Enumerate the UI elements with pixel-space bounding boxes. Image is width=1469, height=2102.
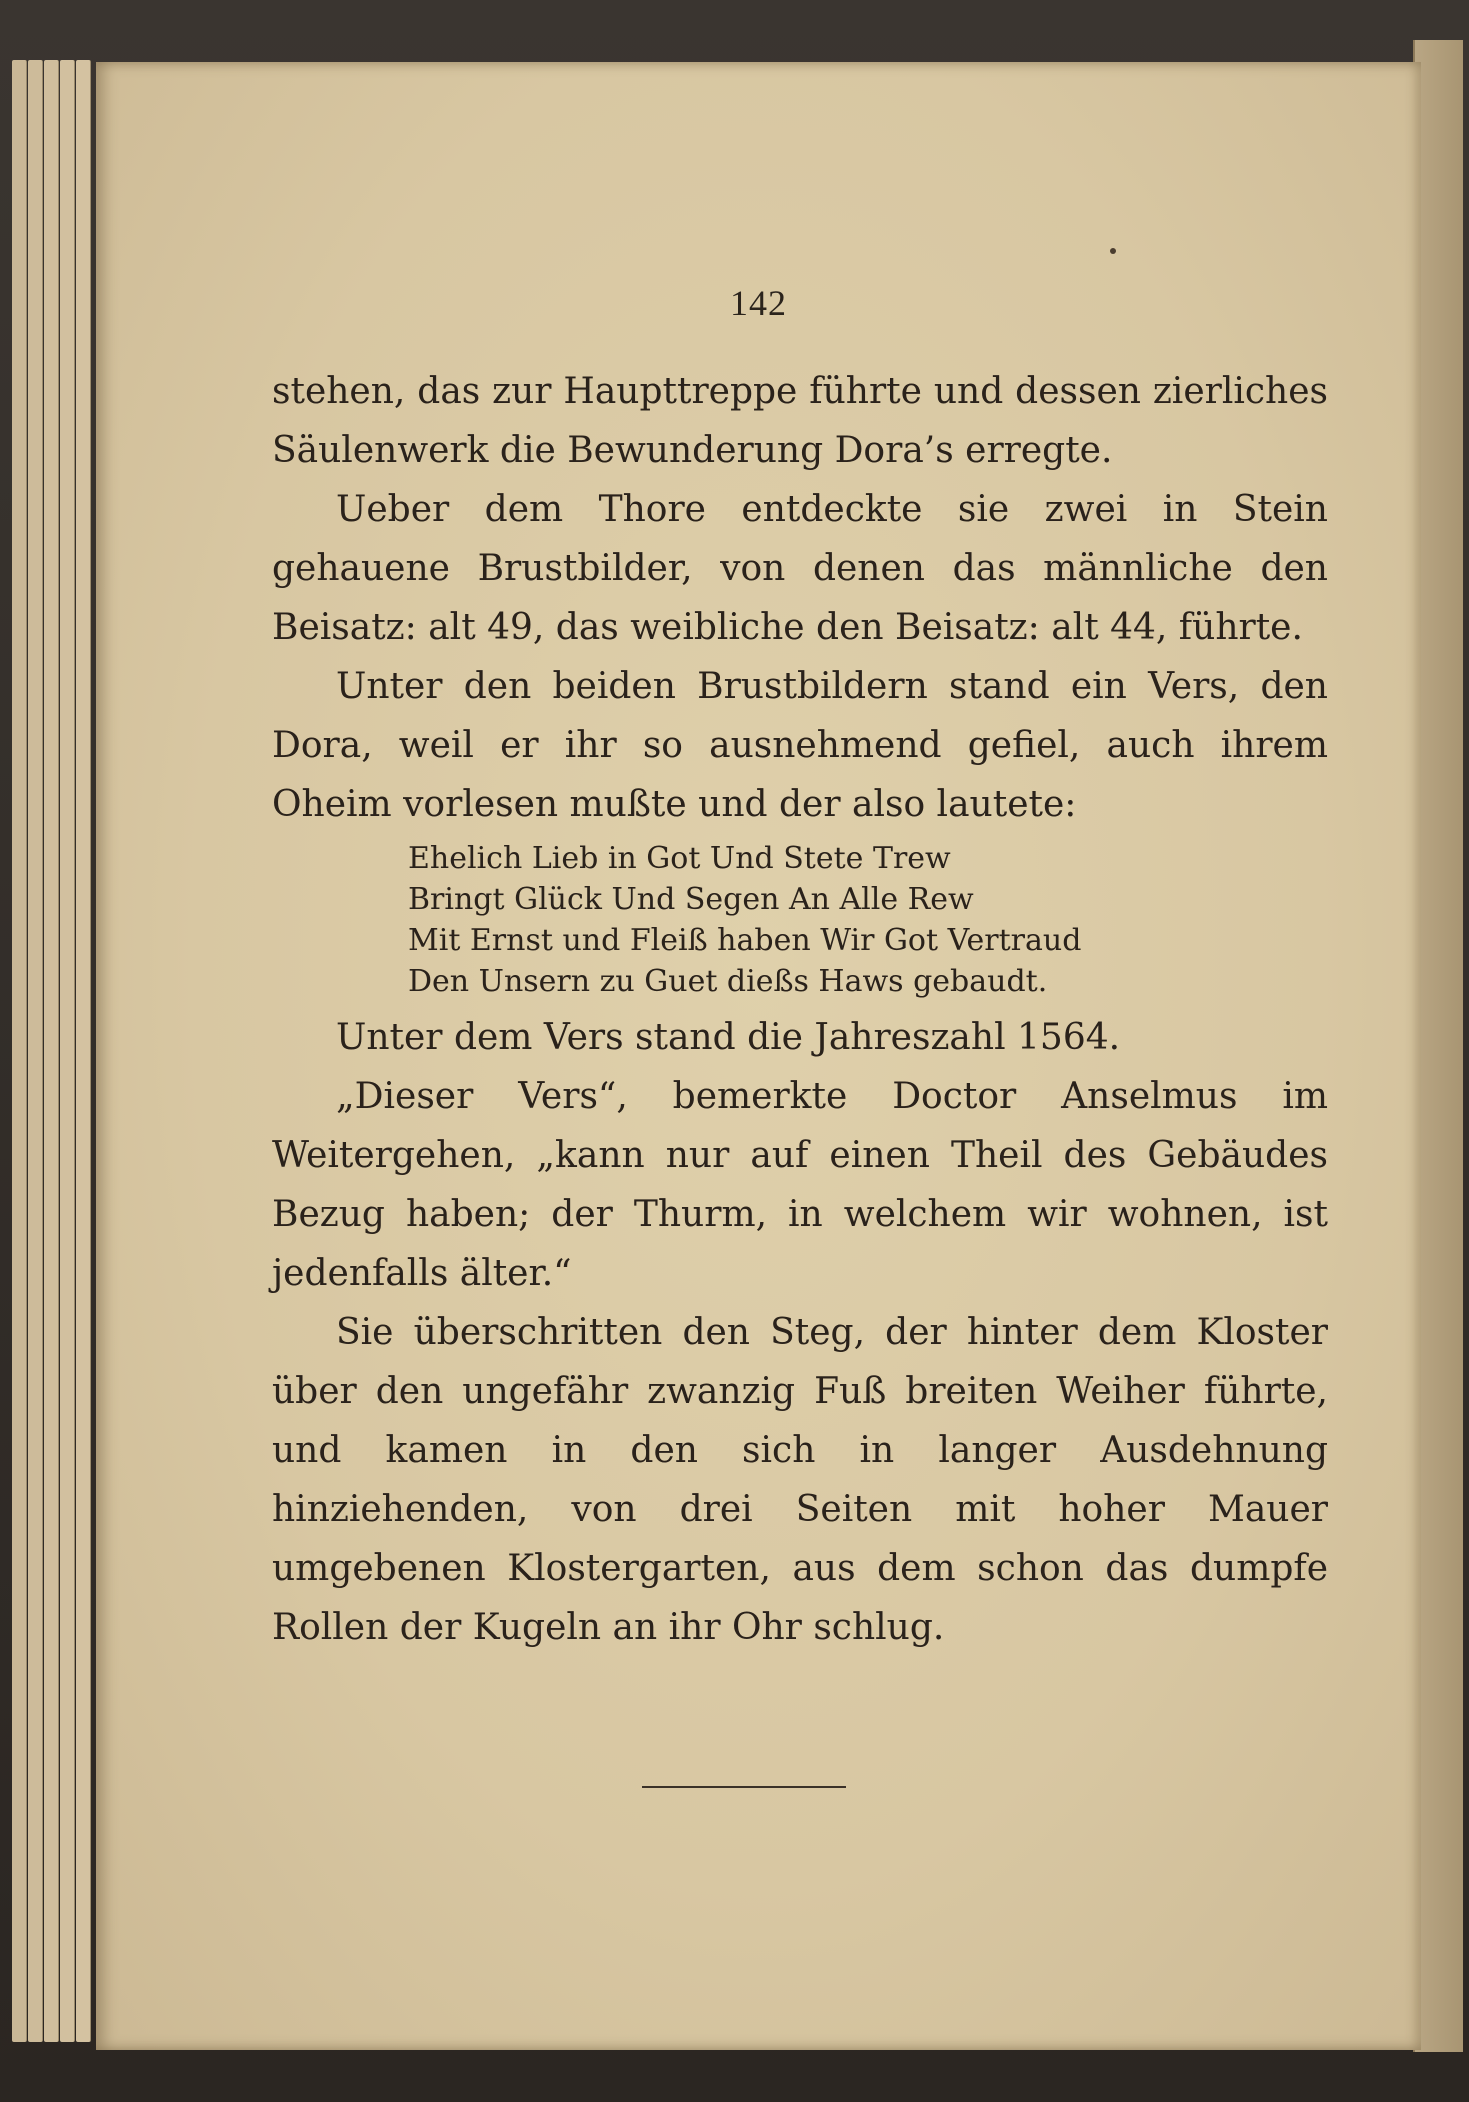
verse-line: Bringt Glück Und Segen An Alle Rew — [408, 882, 974, 917]
page-body — [272, 362, 1328, 1657]
ink-speck — [1110, 248, 1116, 254]
page-edge — [60, 60, 75, 2042]
paragraph-3: Unter den beiden Brustbildern stand ein Vers, den Dora, weil er ihr so ausnehmend gefiel, auch ihrem Oheim vorlesen mußte und der also lautete: — [272, 666, 1328, 825]
verse-line: Den Unsern zu Guet dießs Haws gebaudt. — [408, 964, 1048, 999]
page-edge — [44, 60, 59, 2042]
paragraph-1: stehen, das zur Haupttreppe führte und dessen zierliches Säulenwerk die Bewunderung Dora’s erregte. — [272, 371, 1328, 471]
paragraph-6: Sie überschritten den Steg, der hinter dem Kloster über den ungefähr zwanzig Fuß breiten Weiher führte, und kamen in den sich in langer Ausdehnung hinziehenden, von drei Seiten mit hoher Mauer umgebenen Klostergarten, aus dem schon das dumpfe Rollen der Kugeln an ihr Ohr schlug. — [272, 1312, 1328, 1648]
verse-line: Mit Ernst und Fleiß haben Wir Got Vertraud — [408, 923, 1082, 958]
page-edge — [28, 60, 43, 2042]
verse-line: Ehelich Lieb in Got Und Stete Trew — [408, 841, 951, 876]
paragraph-2: Ueber dem Thore entdeckte sie zwei in Stein gehauene Brustbilder, von denen das männliche den Beisatz: alt 49, das weibliche den Beisatz: alt 44, führte. — [272, 489, 1328, 648]
inscription-verse — [408, 838, 1328, 1002]
paragraph-5: „Dieser Vers“, bemerkte Doctor Anselmus im Weitergehen, „kann nur auf einen Theil des Gebäudes Bezug haben; der Thurm, in welchem wir wohnen, ist jedenfalls älter.“ — [272, 1076, 1328, 1294]
book-page — [96, 62, 1421, 2050]
page-edge — [12, 60, 27, 2042]
page-edge — [76, 60, 91, 2042]
page-number: 142 — [730, 283, 787, 323]
section-end-rule — [642, 1786, 846, 1788]
paragraph-4: Unter dem Vers stand die Jahreszahl 1564. — [336, 1017, 1121, 1058]
